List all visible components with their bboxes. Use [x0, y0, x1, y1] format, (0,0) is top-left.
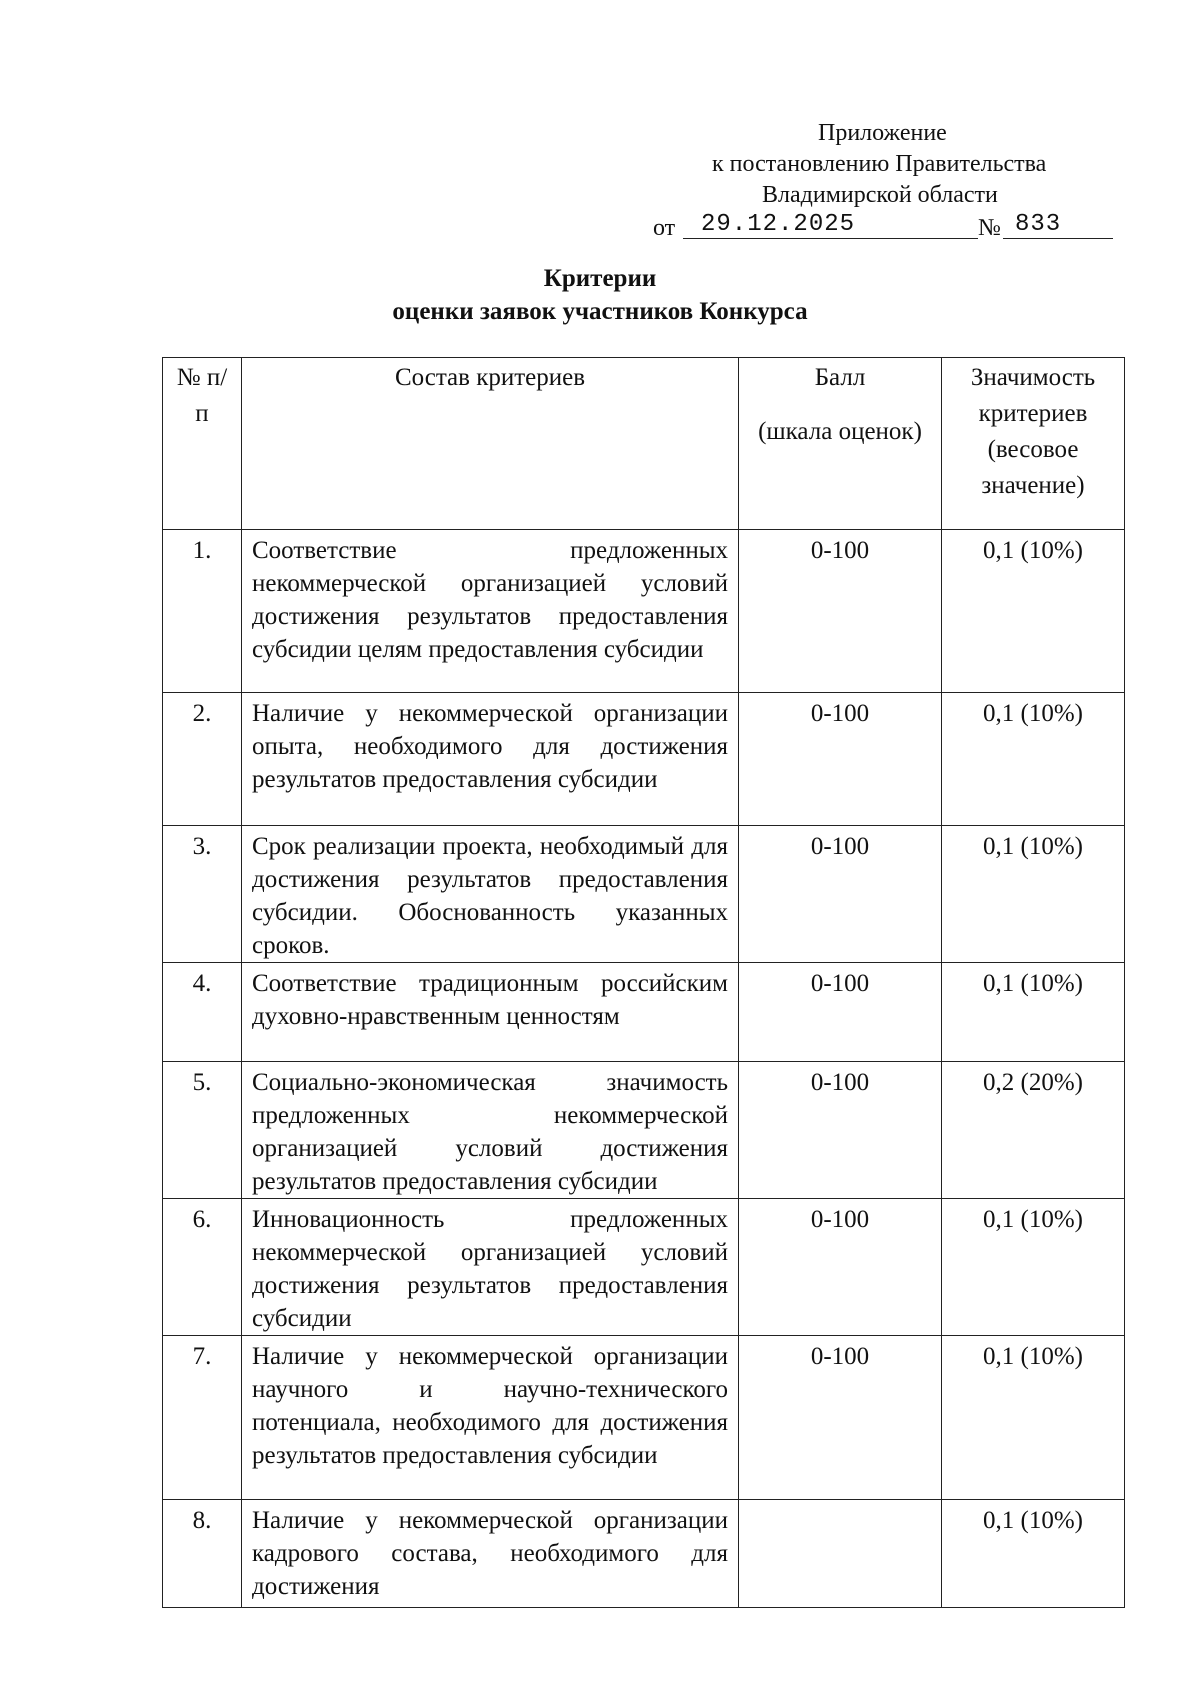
header-num: № п/п — [163, 358, 242, 530]
row-score: 0-100 — [739, 1199, 942, 1336]
row-number: 5. — [163, 1062, 242, 1199]
table-row — [163, 963, 1125, 1062]
header-criteria: Состав критериев — [242, 358, 739, 530]
row-criterion: Соответствие предложенных некоммерческой организацией условий достижения результатов предоставления субсидии целям предоставления субсидии — [242, 530, 739, 693]
header-score — [739, 358, 942, 530]
from-label: от — [653, 215, 676, 241]
row-number: 3. — [163, 826, 242, 963]
table-row — [163, 530, 1125, 693]
appendix-line-3: Владимирской области — [762, 182, 998, 208]
header-weight: Значимость критериев (весовое значение) — [942, 358, 1125, 530]
row-score: 0-100 — [739, 530, 942, 693]
row-number: 7. — [163, 1336, 242, 1500]
row-number: 4. — [163, 963, 242, 1062]
appendix-header — [640, 118, 1100, 245]
row-number: 6. — [163, 1199, 242, 1336]
appendix-line-1: Приложение — [818, 120, 947, 146]
row-score: 0-100 — [739, 826, 942, 963]
table-row — [163, 826, 1125, 963]
row-score: 0-100 — [739, 1062, 942, 1199]
row-weight: 0,1 (10%) — [942, 1199, 1125, 1336]
row-weight: 0,1 (10%) — [942, 1336, 1125, 1500]
row-criterion: Соответствие традиционным российским духовно-нравственным ценностям — [242, 963, 739, 1062]
row-weight: 0,1 (10%) — [942, 530, 1125, 693]
row-score: 0-100 — [739, 1336, 942, 1500]
title-line-2: оценки заявок участников Конкурса — [392, 298, 808, 325]
row-criterion: Наличие у некоммерческой организации опыта, необходимого для достижения результатов предоставления субсидии — [242, 693, 739, 826]
row-weight: 0,1 (10%) — [942, 963, 1125, 1062]
row-number: 1. — [163, 530, 242, 693]
table-row — [163, 1062, 1125, 1199]
number-sign: № — [978, 215, 1001, 241]
row-criterion: Срок реализации проекта, необходимый для достижения результатов предоставления субсидии. Обоснованность указанных сроков. — [242, 826, 739, 963]
document-title — [0, 262, 1200, 328]
decree-number: 833 — [1015, 211, 1062, 238]
row-score: 0-100 — [739, 963, 942, 1062]
row-criterion: Наличие у некоммерческой организации кадрового состава, необходимого для достижения — [242, 1500, 739, 1608]
header-score-scale: (шкала оценок) — [758, 418, 922, 445]
table-header-row — [163, 358, 1125, 530]
row-weight: 0,1 (10%) — [942, 693, 1125, 826]
table-row — [163, 1500, 1125, 1608]
row-weight: 0,1 (10%) — [942, 826, 1125, 963]
row-score: 0-100 — [739, 693, 942, 826]
decree-date: 29.12.2025 — [701, 211, 856, 238]
appendix-line-2: к постановлению Правительства — [712, 151, 1047, 177]
row-weight: 0,2 (20%) — [942, 1062, 1125, 1199]
row-number: 8. — [163, 1500, 242, 1608]
table-row — [163, 1336, 1125, 1500]
criteria-table — [162, 357, 1125, 1608]
appendix-date-number-line — [653, 211, 1100, 245]
row-criterion: Инновационность предложенных некоммерческой организацией условий достижения результатов предоставления субсидии — [242, 1199, 739, 1336]
title-line-1: Критерии — [543, 265, 657, 292]
row-score — [739, 1500, 942, 1608]
row-criterion: Социально-экономическая значимость предложенных некоммерческой организацией условий достижения результатов предоставления субсидии — [242, 1062, 739, 1199]
row-number: 2. — [163, 693, 242, 826]
row-weight: 0,1 (10%) — [942, 1500, 1125, 1608]
table-row — [163, 693, 1125, 826]
table-row — [163, 1199, 1125, 1336]
header-score-title: Балл — [814, 364, 866, 391]
row-criterion: Наличие у некоммерческой организации научного и научно-технического потенциала, необходимого для достижения результатов предоставления субсидии — [242, 1336, 739, 1500]
